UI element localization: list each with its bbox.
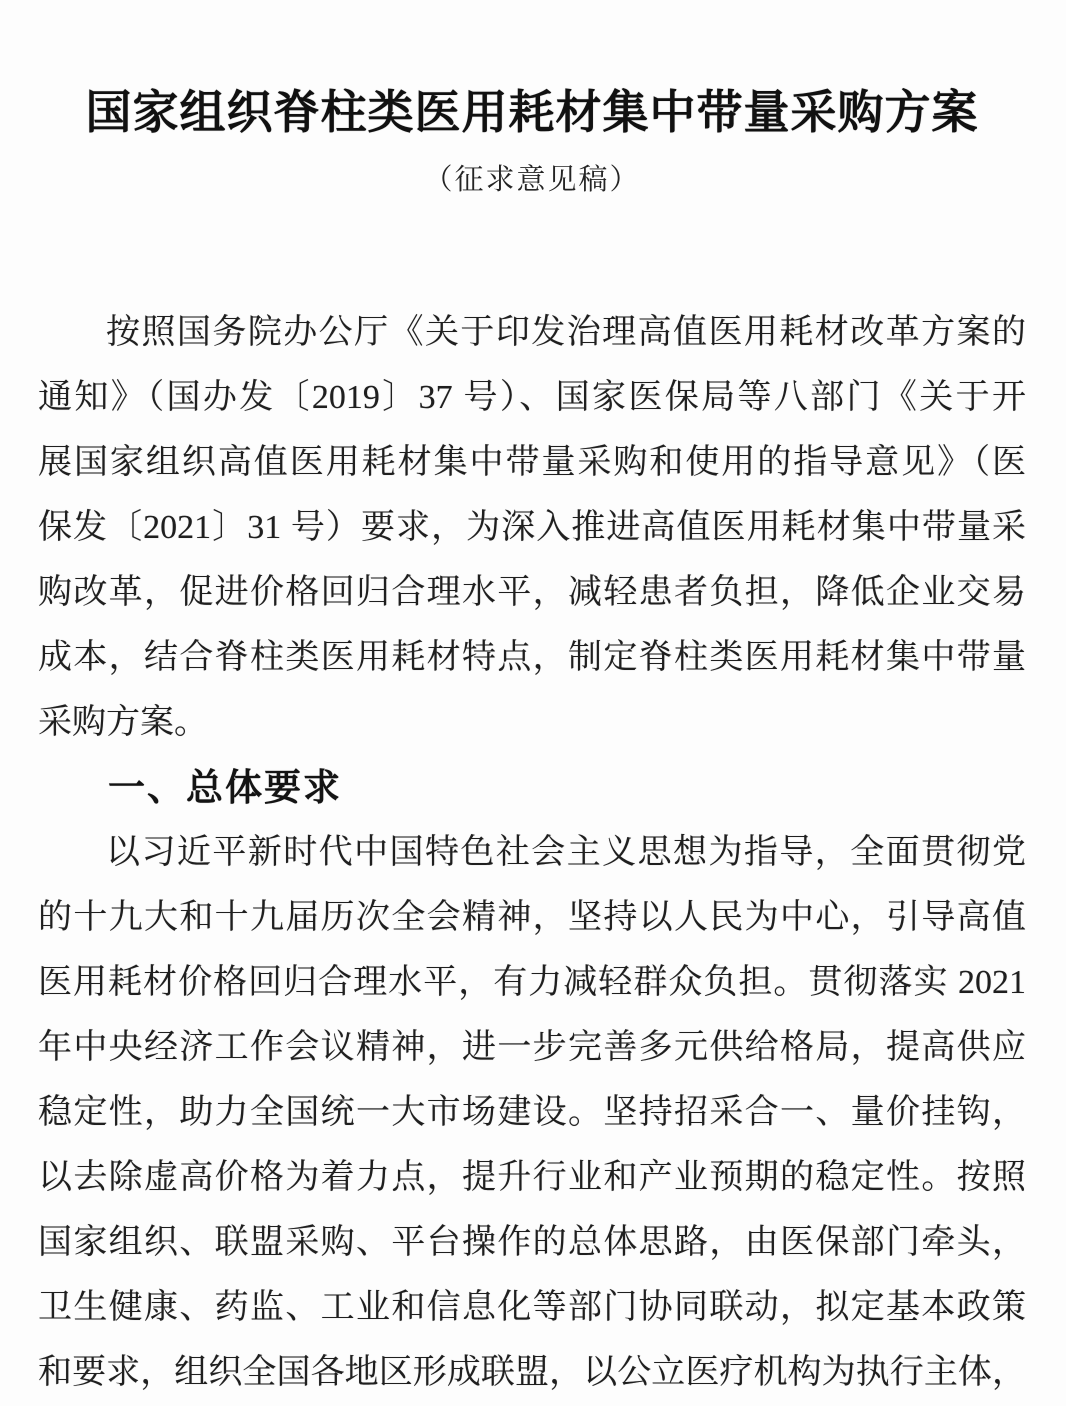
section1-paragraph-line: 卫生健康、药监、工业和信息化等部门协同联动，拟定基本政策 (38, 1289, 1026, 1326)
section-heading-overall-requirements: 一、总体要求 (108, 767, 342, 808)
section1-paragraph-line: 和要求，组织全国各地区形成联盟，以公立医疗机构为执行主体， (38, 1354, 1026, 1391)
section1-paragraph-line: 以习近平新时代中国特色社会主义思想为指导，全面贯彻党 (106, 834, 1026, 871)
section1-paragraph-line: 医用耗材价格回归合理水平，有力减轻群众负担。贯彻落实 2021 (38, 964, 1026, 1001)
intro-paragraph-line: 购改革，促进价格回归合理水平，减轻患者负担，降低企业交易 (38, 574, 1026, 611)
intro-paragraph-line: 展国家组织高值医用耗材集中带量采购和使用的指导意见》（医 (38, 444, 1026, 481)
document-body (38, 300, 1026, 1405)
document-subtitle: （征求意见稿） (423, 164, 641, 196)
intro-paragraph-line: 通知》（国办发〔2019〕37 号）、国家医保局等八部门《关于开 (38, 379, 1026, 416)
section1-paragraph-line: 年中央经济工作会议精神，进一步完善多元供给格局，提高供应 (38, 1029, 1026, 1066)
section1-paragraph-line: 稳定性，助力全国统一大市场建设。坚持招采合一、量价挂钩， (38, 1094, 1026, 1131)
intro-paragraph-line: 保发〔2021〕31 号）要求，为深入推进高值医用耗材集中带量采 (38, 509, 1026, 546)
intro-paragraph-line: 按照国务院办公厅《关于印发治理高值医用耗材改革方案的 (106, 314, 1026, 351)
intro-paragraph-line: 成本，结合脊柱类医用耗材特点，制定脊柱类医用耗材集中带量 (38, 639, 1026, 676)
section1-paragraph-line: 国家组织、联盟采购、平台操作的总体思路，由医保部门牵头， (38, 1224, 1026, 1261)
section1-paragraph-line: 的十九大和十九届历次全会精神，坚持以人民为中心，引导高值 (38, 899, 1026, 936)
document-title: 国家组织脊柱类医用耗材集中带量采购方案 (85, 87, 979, 138)
section1-paragraph-line: 以去除虚高价格为着力点，提升行业和产业预期的稳定性。按照 (38, 1159, 1026, 1196)
intro-paragraph-line: 采购方案。 (38, 704, 208, 741)
